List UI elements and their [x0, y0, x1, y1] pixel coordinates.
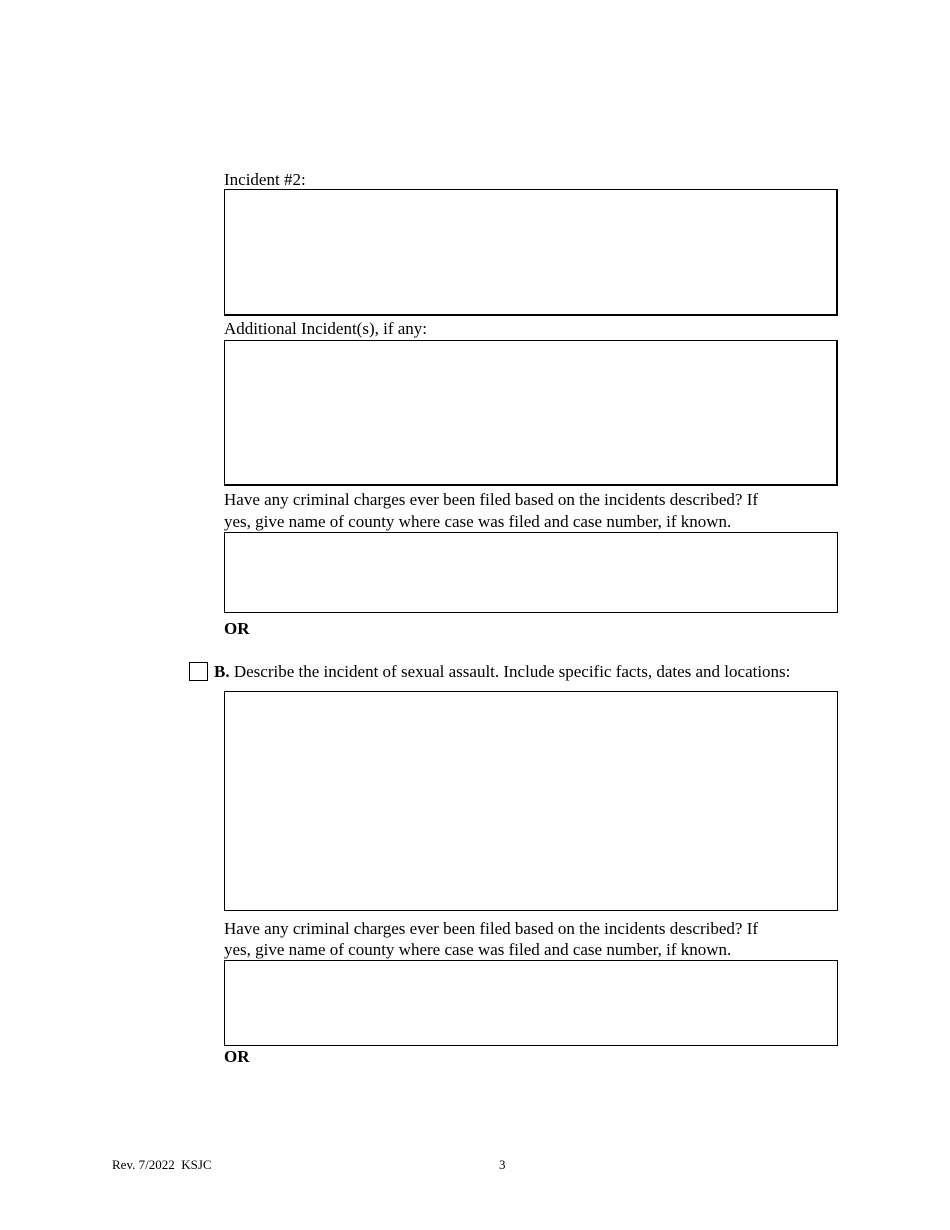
option-b-letter: B.: [214, 662, 230, 681]
charges-b-field[interactable]: [224, 960, 838, 1046]
or-label-a: OR: [224, 619, 250, 638]
sexual-assault-incident-field[interactable]: [224, 691, 838, 911]
option-b-text: Describe the incident of sexual assault. Include specific facts, dates and locations:: [229, 662, 791, 681]
option-b-description: [214, 661, 790, 683]
additional-incidents-label: Additional Incident(s), if any:: [224, 319, 428, 338]
incident-2-label: Incident #2:: [224, 170, 306, 189]
additional-incidents-field[interactable]: [224, 340, 838, 486]
revision-footer: Rev. 7/2022 KSJC: [112, 1157, 212, 1172]
charges-question-a-line1: Have any criminal charges ever been filed based on the incidents described? If: [224, 490, 759, 509]
or-label-b: OR: [224, 1047, 250, 1066]
charges-question-a-line2: yes, give name of county where case was filed and case number, if known.: [224, 512, 732, 531]
page-number: 3: [499, 1157, 506, 1172]
incident-2-field[interactable]: [224, 189, 838, 316]
charges-a-field[interactable]: [224, 532, 838, 613]
charges-question-b-line2: yes, give name of county where case was filed and case number, if known.: [224, 940, 732, 959]
option-b-checkbox[interactable]: [189, 662, 208, 681]
charges-question-b-line1: Have any criminal charges ever been filed based on the incidents described? If: [224, 919, 759, 938]
